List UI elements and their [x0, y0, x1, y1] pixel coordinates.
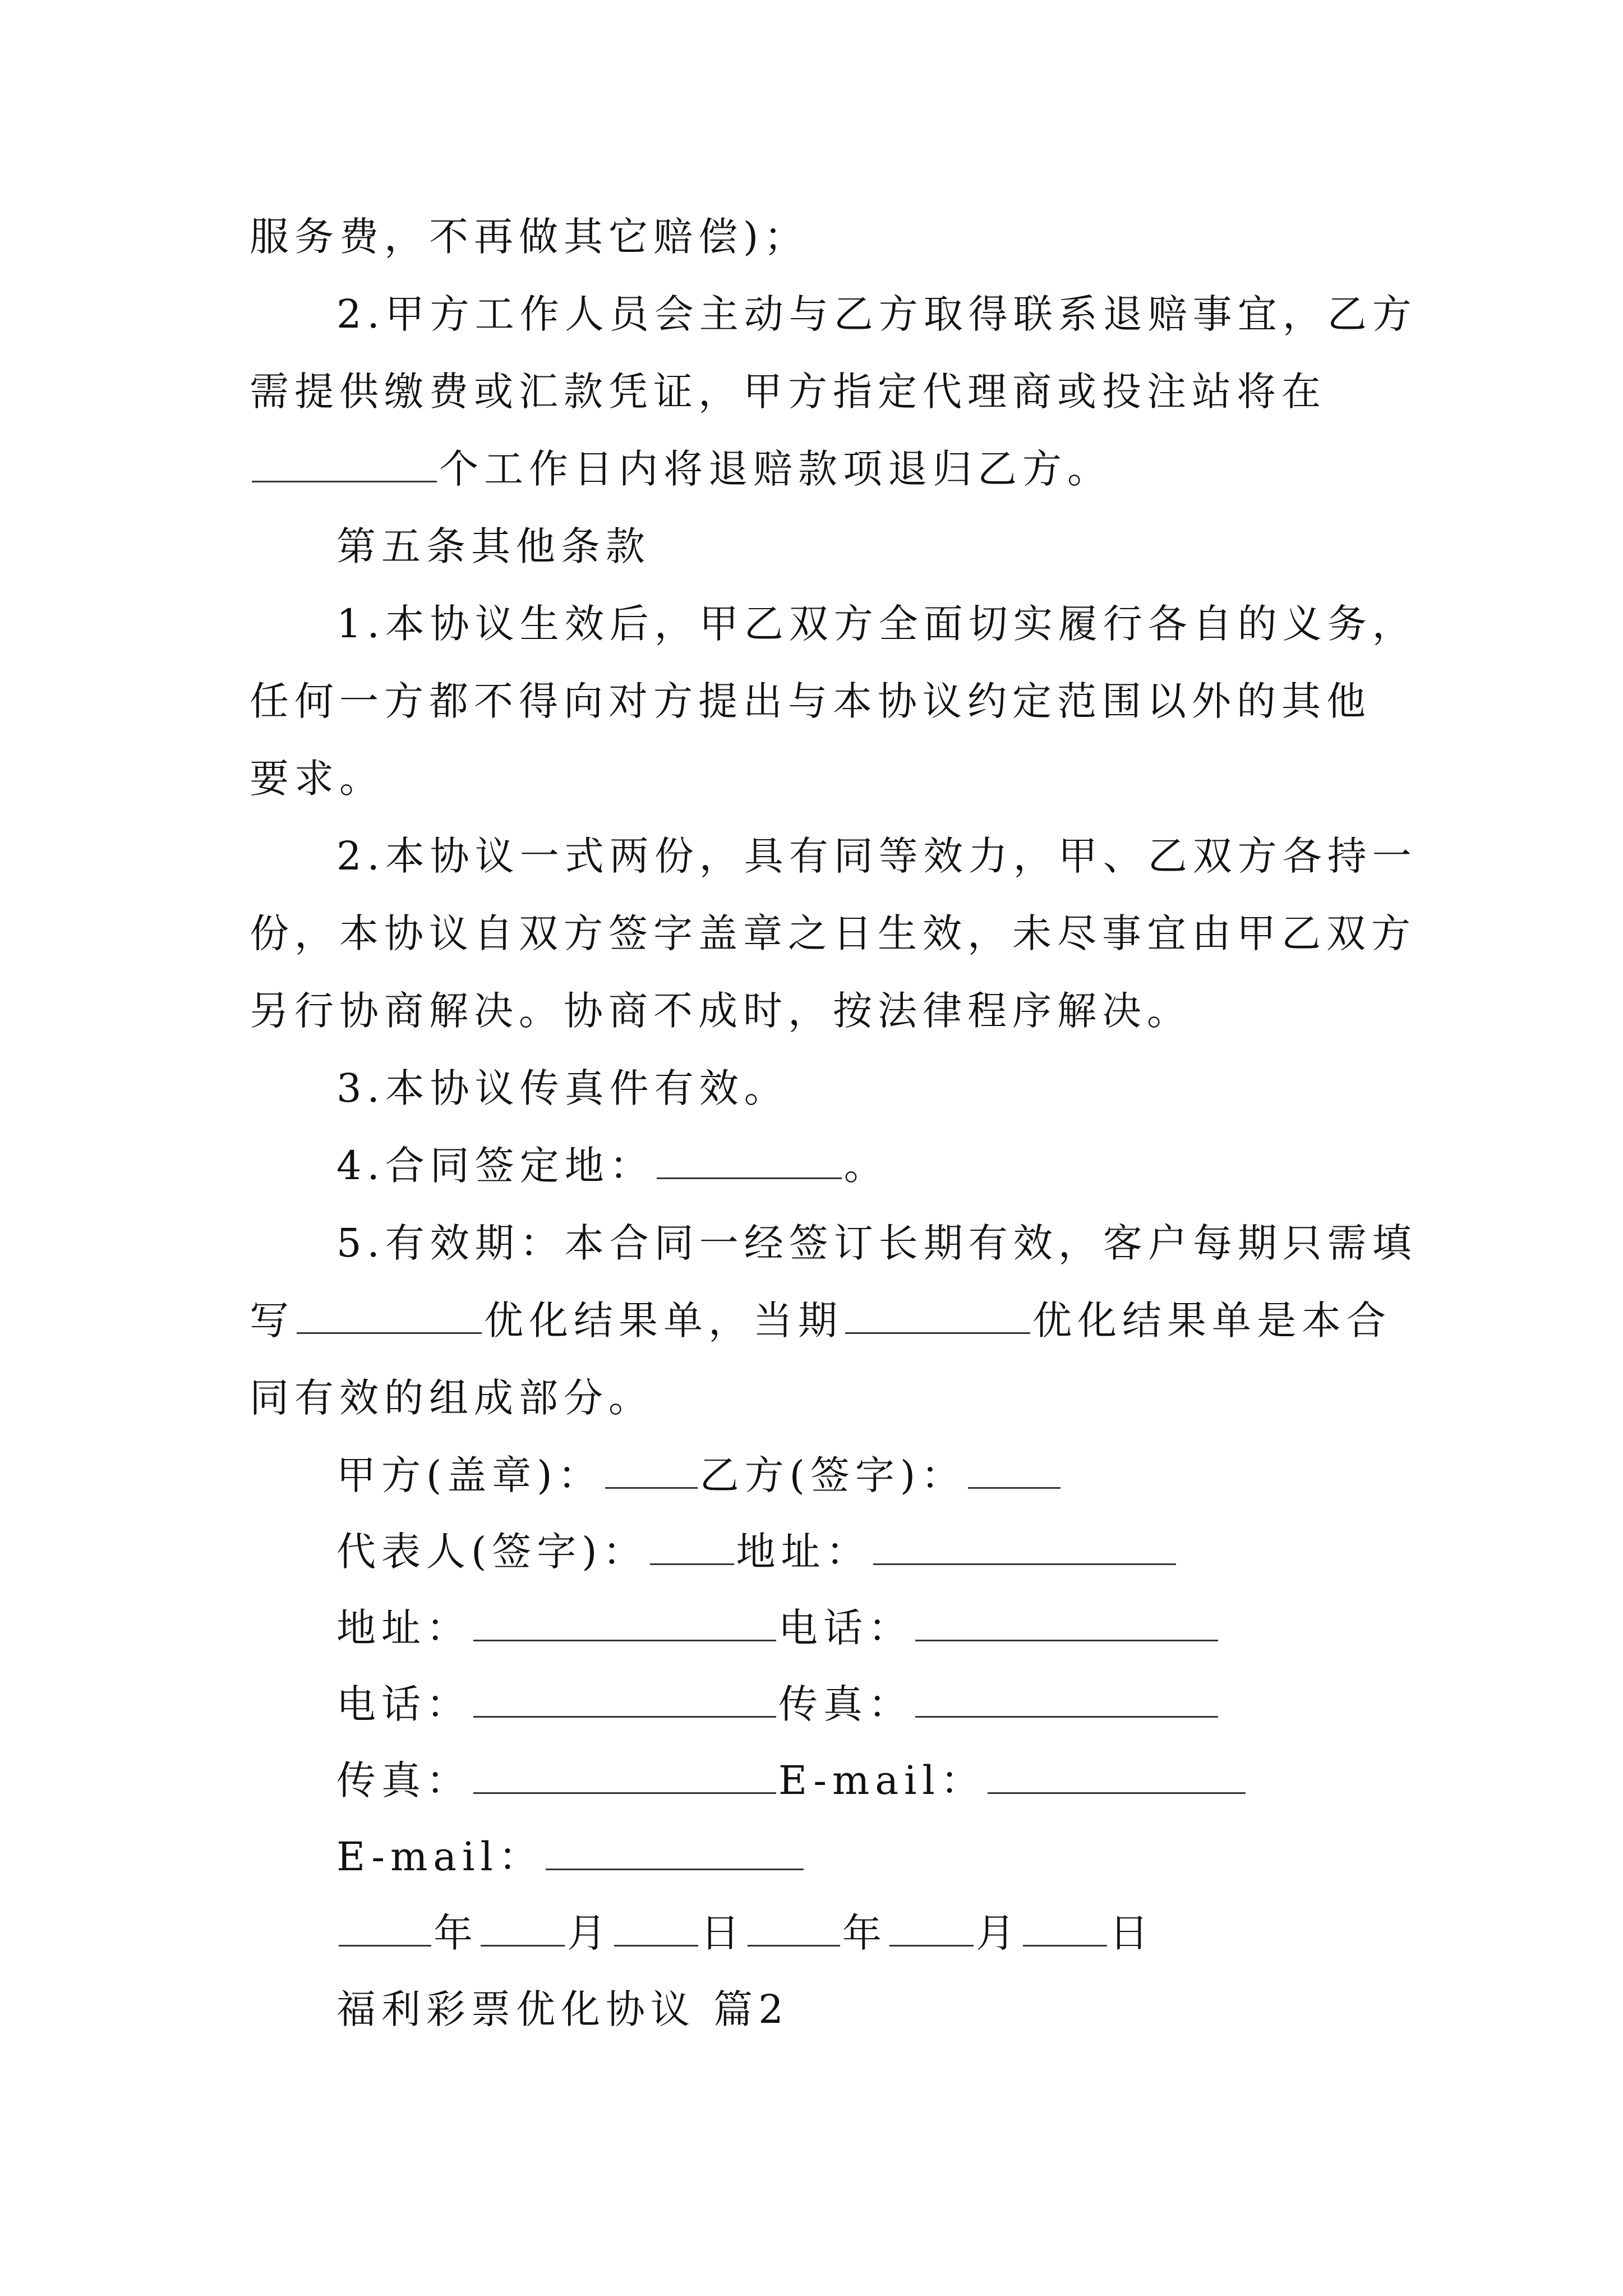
- label: 传真：: [778, 1681, 913, 1727]
- label: E-mail：: [336, 1834, 543, 1880]
- blank-field: [252, 441, 437, 482]
- blank-field: [650, 1524, 734, 1565]
- label: 地址：: [736, 1529, 871, 1575]
- label: 年: [842, 1910, 887, 1956]
- blank-field: [473, 1600, 776, 1641]
- text: 任何一方都不得向对方提出与本协议约定范围以外的其他: [250, 678, 1371, 724]
- text: 4.合同签定地：: [336, 1143, 654, 1189]
- label: 月: [976, 1910, 1021, 1956]
- blank-field: [988, 1753, 1246, 1794]
- blank-field: [1023, 1906, 1107, 1947]
- text: 同有效的组成部分。: [250, 1375, 653, 1421]
- signature-line: [336, 1752, 1248, 1809]
- blank-field: [968, 1448, 1061, 1489]
- text: 个工作日内将退赔款项退归乙方。: [439, 446, 1112, 492]
- label: E-mail：: [778, 1757, 985, 1803]
- label: 月: [567, 1910, 612, 1956]
- paragraph-line: [250, 1370, 653, 1426]
- blank-field: [605, 1448, 698, 1489]
- signature-line: [336, 1600, 1220, 1656]
- signature-line: [336, 1524, 1178, 1580]
- paragraph-line: [336, 596, 1417, 652]
- label: 代表人(签字)：: [336, 1529, 648, 1575]
- paragraph-line: [336, 1215, 1417, 1271]
- text: 服务费，不再做其它赔偿)；: [250, 214, 809, 260]
- blank-field: [546, 1829, 804, 1870]
- label: 年: [434, 1910, 478, 1956]
- section-heading: [336, 518, 651, 574]
- text: 份，本协议自双方签字盖章之日生效，未尽事宜由甲乙双方: [250, 910, 1416, 956]
- text: 另行协商解决。协商不成时，按法律程序解决。: [250, 988, 1192, 1034]
- text: 优化结果单，当期: [484, 1297, 843, 1343]
- text: 5.有效期：本合同一经签订长期有效，客户每期只需填: [336, 1220, 1417, 1266]
- text: 需提供缴费或汇款凭证，甲方指定代理商或投注站将在: [250, 369, 1326, 415]
- text: 2.本协议一式两份，具有同等效力，甲、乙双方各持一: [336, 833, 1417, 879]
- paragraph-line: [250, 1292, 1391, 1349]
- paragraph-line: [336, 286, 1417, 342]
- label: 甲方(盖章)：: [336, 1452, 603, 1498]
- blank-field: [481, 1906, 565, 1947]
- blank-field: [889, 1906, 974, 1947]
- label: 日: [700, 1910, 745, 1956]
- paragraph-line: [336, 1138, 889, 1194]
- blank-field: [473, 1677, 776, 1718]
- blank-field: [915, 1600, 1218, 1641]
- blank-field: [845, 1293, 1030, 1334]
- text: 福利彩票优化协议 篇2: [336, 1986, 789, 2032]
- blank-field: [339, 1906, 431, 1947]
- text: 1.本协议生效后，甲乙双方全面切实履行各自的义务，: [336, 601, 1417, 647]
- paragraph-line: [336, 1060, 789, 1116]
- signature-line: [336, 1676, 1220, 1732]
- signature-line: [336, 1829, 806, 1885]
- signature-line: [336, 1447, 1063, 1503]
- paragraph-line: [336, 828, 1417, 884]
- text: 3.本协议传真件有效。: [336, 1065, 789, 1111]
- blank-field: [873, 1524, 1176, 1565]
- paragraph-line: [250, 364, 1326, 420]
- blank-field: [657, 1138, 842, 1179]
- label: 地址：: [336, 1605, 471, 1651]
- blank-field: [473, 1753, 776, 1794]
- blank-field: [297, 1293, 482, 1334]
- text: 优化结果单是本合: [1032, 1297, 1391, 1343]
- label: 电话：: [336, 1681, 471, 1727]
- label: 传真：: [336, 1757, 471, 1803]
- paragraph-line: [250, 441, 1112, 497]
- paragraph-line: [250, 209, 809, 265]
- text: 要求。: [250, 756, 384, 802]
- paragraph-line: [250, 983, 1192, 1039]
- paragraph-line: [250, 673, 1371, 729]
- blank-field: [748, 1906, 840, 1947]
- blank-field: [915, 1677, 1218, 1718]
- text: 。: [843, 1143, 889, 1189]
- paragraph-line: [250, 905, 1416, 961]
- section-title: [336, 1981, 789, 2037]
- blank-field: [614, 1906, 698, 1947]
- paragraph-line: [250, 751, 384, 807]
- text: 第五条其他条款: [336, 523, 651, 569]
- text: 写: [250, 1297, 294, 1343]
- date-line: [336, 1905, 1154, 1961]
- label: 日: [1109, 1910, 1154, 1956]
- text: 2.甲方工作人员会主动与乙方取得联系退赔事宜，乙方: [336, 291, 1417, 337]
- label: 乙方(签字)：: [699, 1452, 966, 1498]
- label: 电话：: [778, 1605, 913, 1651]
